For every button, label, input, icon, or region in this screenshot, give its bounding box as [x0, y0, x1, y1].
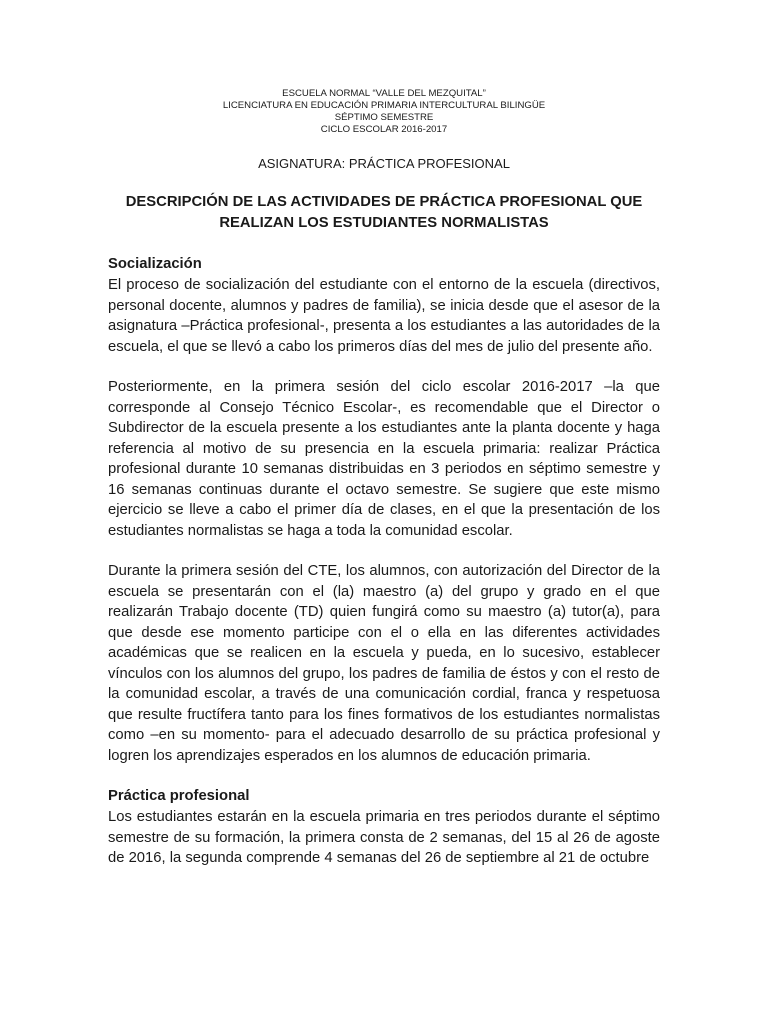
section-heading-practica: Práctica profesional — [108, 788, 250, 804]
semester-label: SÉPTIMO SEMESTRE — [334, 112, 434, 123]
document-title: DESCRIPCIÓN DE LAS ACTIVIDADES DE PRÁCTICA PROFESIONAL QUE REALIZAN LOS ESTUDIANTES NORMALISTAS — [125, 194, 643, 231]
section-heading-socializacion: Socialización — [108, 256, 202, 272]
paragraph-socializacion-1: El proceso de socialización del estudiante con el entorno de la escuela (directivos, personal docente, alumnos y padres de familia), se inicia desde que el asesor de la asignatura –Práctica profesional-, presenta a los estudiantes a las autoridades de la escuela, el que se llevó a cabo los primeros días del mes de julio del presente año. — [108, 277, 660, 355]
paragraph-socializacion-2: Posteriormente, en la primera sesión del ciclo escolar 2016-2017 –la que corresponde al Consejo Técnico Escolar-, es recomendable que el Director o Subdirector de la escuela presente a los estudiantes ante la planta docente y haga referencia al motivo de su presencia en la escuela primaria: realizar Práctica profesional durante 10 semanas distribuidas en 3 periodos en séptimo semestre y 16 semanas continuas durante el octavo semestre. Se sugiere que este mismo ejercicio se lleve a cabo el primer día de clases, en el que la presentación de los estudiantes normalistas se haga a toda la comunidad escolar. — [108, 379, 660, 539]
subject-line: ASIGNATURA: PRÁCTICA PROFESIONAL — [258, 156, 510, 171]
paragraph-socializacion-3: Durante la primera sesión del CTE, los alumnos, con autorización del Director de la escuela se presentarán con el (la) maestro (a) del grupo y grado en el que realizarán Trabajo docente (TD) quien fungirá como su maestro (a) tutor(a), para que desde ese momento participe con el o ella en las diferentes actividades académicas que se realicen en la escuela y pueda, en lo sucesivo, establecer vínculos con los alumnos del grupo, los padres de familia de éstos y con el resto de la comunidad escolar, a través de una comunicación cordial, franca y respetuosa que resulte fructífera tanto para los fines formativos de los estudiantes normalistas como –en su momento- para el adecuado desarrollo de su práctica profesional y logren los aprendizajes esperados en los alumnos de educación primaria. — [108, 563, 660, 764]
document-page — [108, 88, 660, 869]
school-name: ESCUELA NORMAL “VALLE DEL MEZQUITAL” — [282, 88, 486, 99]
paragraph-practica-1: Los estudiantes estarán en la escuela primaria en tres periodos durante el séptimo semestre de su formación, la primera consta de 2 semanas, del 15 al 26 de agoste de 2016, la segunda comprende 4 semanas del 26 de septiembre al 21 de octubre — [108, 809, 660, 866]
school-cycle: CICLO ESCOLAR 2016-2017 — [320, 124, 448, 135]
degree-name: LICENCIATURA EN EDUCACIÓN PRIMARIA INTERCULTURAL BILINGÜE — [222, 100, 546, 111]
